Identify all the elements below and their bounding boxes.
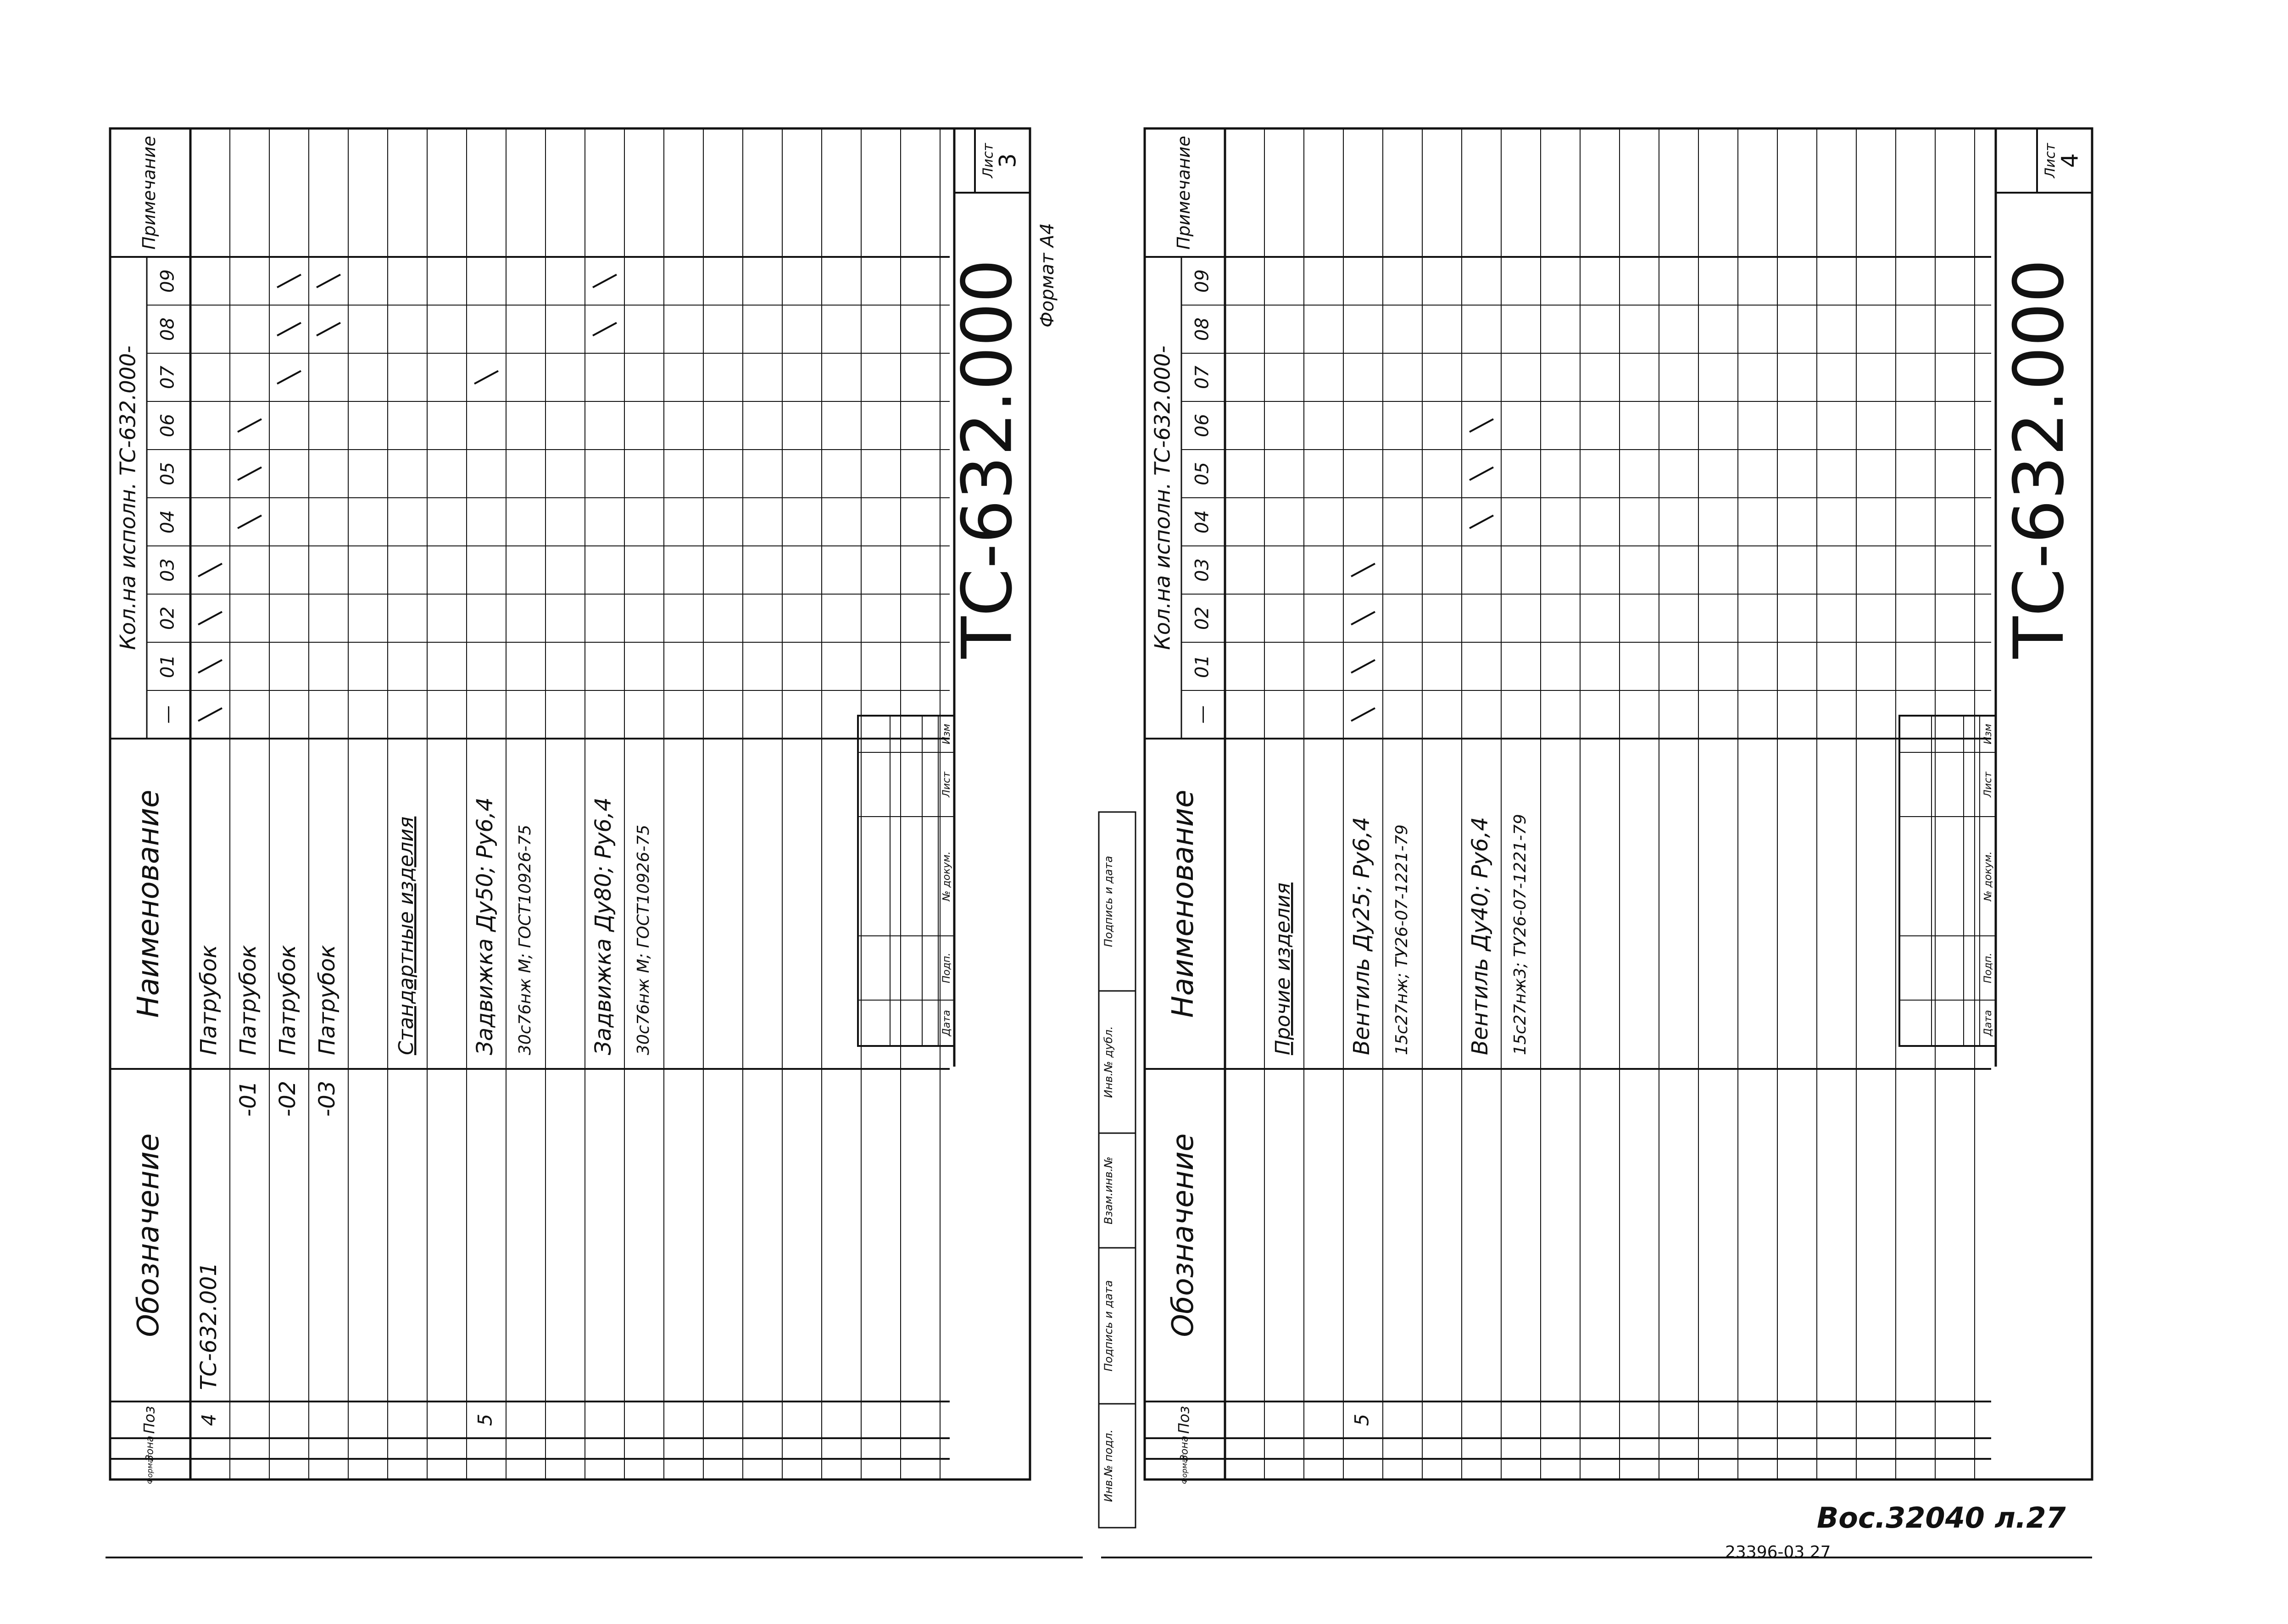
title-block-label: Лист — [1982, 772, 1994, 797]
variant-label: 01 — [157, 655, 178, 678]
variant-check-mark — [198, 564, 222, 577]
section-heading: Стандартные изделия — [395, 816, 418, 1055]
variant-label: 01 — [1191, 655, 1213, 678]
row-name: 30с76нж М; ГОСТ10926-75 — [634, 824, 653, 1055]
side-stamp-label: Подпись и дата — [1102, 856, 1115, 947]
variant-label: 07 — [157, 366, 178, 389]
title-block-grid — [1899, 716, 1996, 1046]
title-block-label: № докум. — [941, 851, 952, 901]
row-name: 15с27нж; ТУ26-07-1221-79 — [1392, 824, 1411, 1055]
specification-sheet-3 — [110, 128, 1058, 1484]
column-header-zone: Зона — [1179, 1435, 1191, 1462]
variant-check-mark — [238, 419, 262, 432]
title-block-label: Подп. — [941, 952, 952, 984]
variant-label: — — [157, 705, 178, 724]
variant-check-mark — [277, 371, 301, 384]
row-name: Патрубок — [314, 945, 340, 1055]
footer-code: 23396-03 27 — [1725, 1543, 1831, 1562]
title-block-label: Подп. — [1982, 952, 1994, 984]
row-designation: -01 — [235, 1080, 261, 1117]
column-header-format: Формат — [1180, 1454, 1189, 1484]
section-heading: Прочие изделия — [1271, 882, 1295, 1055]
variant-label: — — [1191, 705, 1213, 724]
variant-check-mark — [277, 323, 301, 336]
row-name: 15с27нж3; ТУ26-07-1221-79 — [1511, 814, 1530, 1055]
side-stamp-label: Инв.№ подл. — [1102, 1429, 1115, 1502]
title-block-label: Изм — [1982, 723, 1994, 745]
column-header-designation: Обозначение — [1166, 1133, 1201, 1337]
archive-stamp: Вос.32040 л.27 — [1817, 1501, 2066, 1535]
variant-check-mark — [317, 323, 340, 336]
column-header-designation: Обозначение — [132, 1133, 166, 1337]
row-name: Задвижка Ду50; Ру6,4 — [472, 797, 498, 1055]
variant-label: 06 — [1191, 414, 1213, 437]
row-position: 5 — [473, 1413, 496, 1426]
row-name: Патрубок — [235, 945, 261, 1055]
column-header-note: Примечание — [1174, 135, 1194, 250]
sheet-label: Лист — [980, 143, 996, 178]
variant-check-mark — [1351, 708, 1375, 721]
side-stamp-label: Инв.№ дубл. — [1102, 1026, 1115, 1098]
row-name: Задвижка Ду80; Ру6,4 — [590, 797, 616, 1055]
side-stamp — [1099, 812, 1136, 1528]
sheet-frame — [1145, 128, 2092, 1479]
variant-check-mark — [1351, 660, 1375, 673]
column-header-note: Примечание — [139, 135, 159, 250]
variant-check-mark — [1351, 564, 1375, 577]
variant-label: 09 — [157, 269, 178, 293]
column-header-variants: Кол.на исполн. ТС-632.000- — [115, 345, 140, 650]
row-name: Патрубок — [196, 945, 222, 1055]
variant-label: 04 — [157, 510, 178, 534]
variant-label: 06 — [157, 414, 178, 437]
column-header-name: Наименование — [1166, 790, 1201, 1018]
variant-check-mark — [317, 275, 340, 288]
sheet-label: Лист — [2042, 143, 2059, 178]
column-header-zone: Зона — [144, 1435, 156, 1462]
variant-check-mark — [277, 275, 301, 288]
variant-label: 07 — [1191, 366, 1213, 389]
variant-check-mark — [238, 467, 262, 480]
row-designation: -03 — [314, 1080, 340, 1117]
row-position: 5 — [1350, 1413, 1373, 1426]
side-stamp-label: Взам.инв.№ — [1102, 1157, 1115, 1224]
variant-check-mark — [593, 323, 617, 336]
column-header-name: Наименование — [132, 790, 166, 1018]
title-block-label: Дата — [1982, 1010, 1994, 1036]
variant-label: 04 — [1191, 510, 1213, 534]
variant-check-mark — [474, 371, 498, 384]
variant-check-mark — [238, 516, 262, 528]
format-label: Формат А4 — [1037, 223, 1058, 328]
title-block-label: № докум. — [1982, 851, 1994, 901]
variant-label: 05 — [1191, 462, 1213, 485]
variant-label: 05 — [157, 462, 178, 485]
column-header-pos: Поз — [1175, 1406, 1193, 1434]
row-name: Патрубок — [275, 945, 301, 1055]
variant-label: 09 — [1191, 269, 1213, 293]
row-designation: ТС-632.001 — [196, 1262, 222, 1390]
row-name: 30с76нж М; ГОСТ10926-75 — [516, 824, 534, 1055]
variant-label: 08 — [1191, 317, 1213, 341]
variant-label: 08 — [157, 317, 178, 341]
variant-check-mark — [1470, 419, 1493, 432]
variant-label: 02 — [1191, 606, 1213, 630]
variant-check-mark — [1470, 467, 1493, 480]
variant-check-mark — [198, 660, 222, 673]
column-header-format: Формат — [145, 1454, 154, 1484]
row-designation: -02 — [275, 1080, 301, 1117]
column-header-variants: Кол.на исполн. ТС-632.000- — [1150, 345, 1175, 650]
sheet-frame — [110, 128, 1030, 1479]
variant-check-mark — [1351, 612, 1375, 625]
title-block-label: Изм — [941, 723, 952, 745]
row-position: 4 — [197, 1413, 220, 1426]
title-block-label: Дата — [941, 1010, 952, 1036]
document-code: ТС-632.000 — [947, 259, 1028, 659]
title-block-label: Лист — [941, 772, 952, 797]
row-name: Вентиль Ду25; Ру6,4 — [1349, 817, 1375, 1055]
variant-check-mark — [198, 612, 222, 625]
variant-label: 03 — [157, 558, 178, 582]
variant-check-mark — [198, 708, 222, 721]
variant-label: 03 — [1191, 558, 1213, 582]
variant-check-mark — [1470, 516, 1493, 528]
document-code: ТС-632.000 — [1999, 259, 2080, 659]
column-header-pos: Поз — [140, 1406, 158, 1434]
row-name: Вентиль Ду40; Ру6,4 — [1467, 817, 1493, 1055]
side-stamp-label: Подпись и дата — [1102, 1280, 1115, 1372]
sheet-number: 3 — [994, 153, 1021, 168]
sheet-number: 4 — [2056, 153, 2083, 168]
variant-label: 02 — [157, 606, 178, 630]
variant-check-mark — [593, 275, 617, 288]
specification-sheet-4 — [1145, 128, 2092, 1484]
